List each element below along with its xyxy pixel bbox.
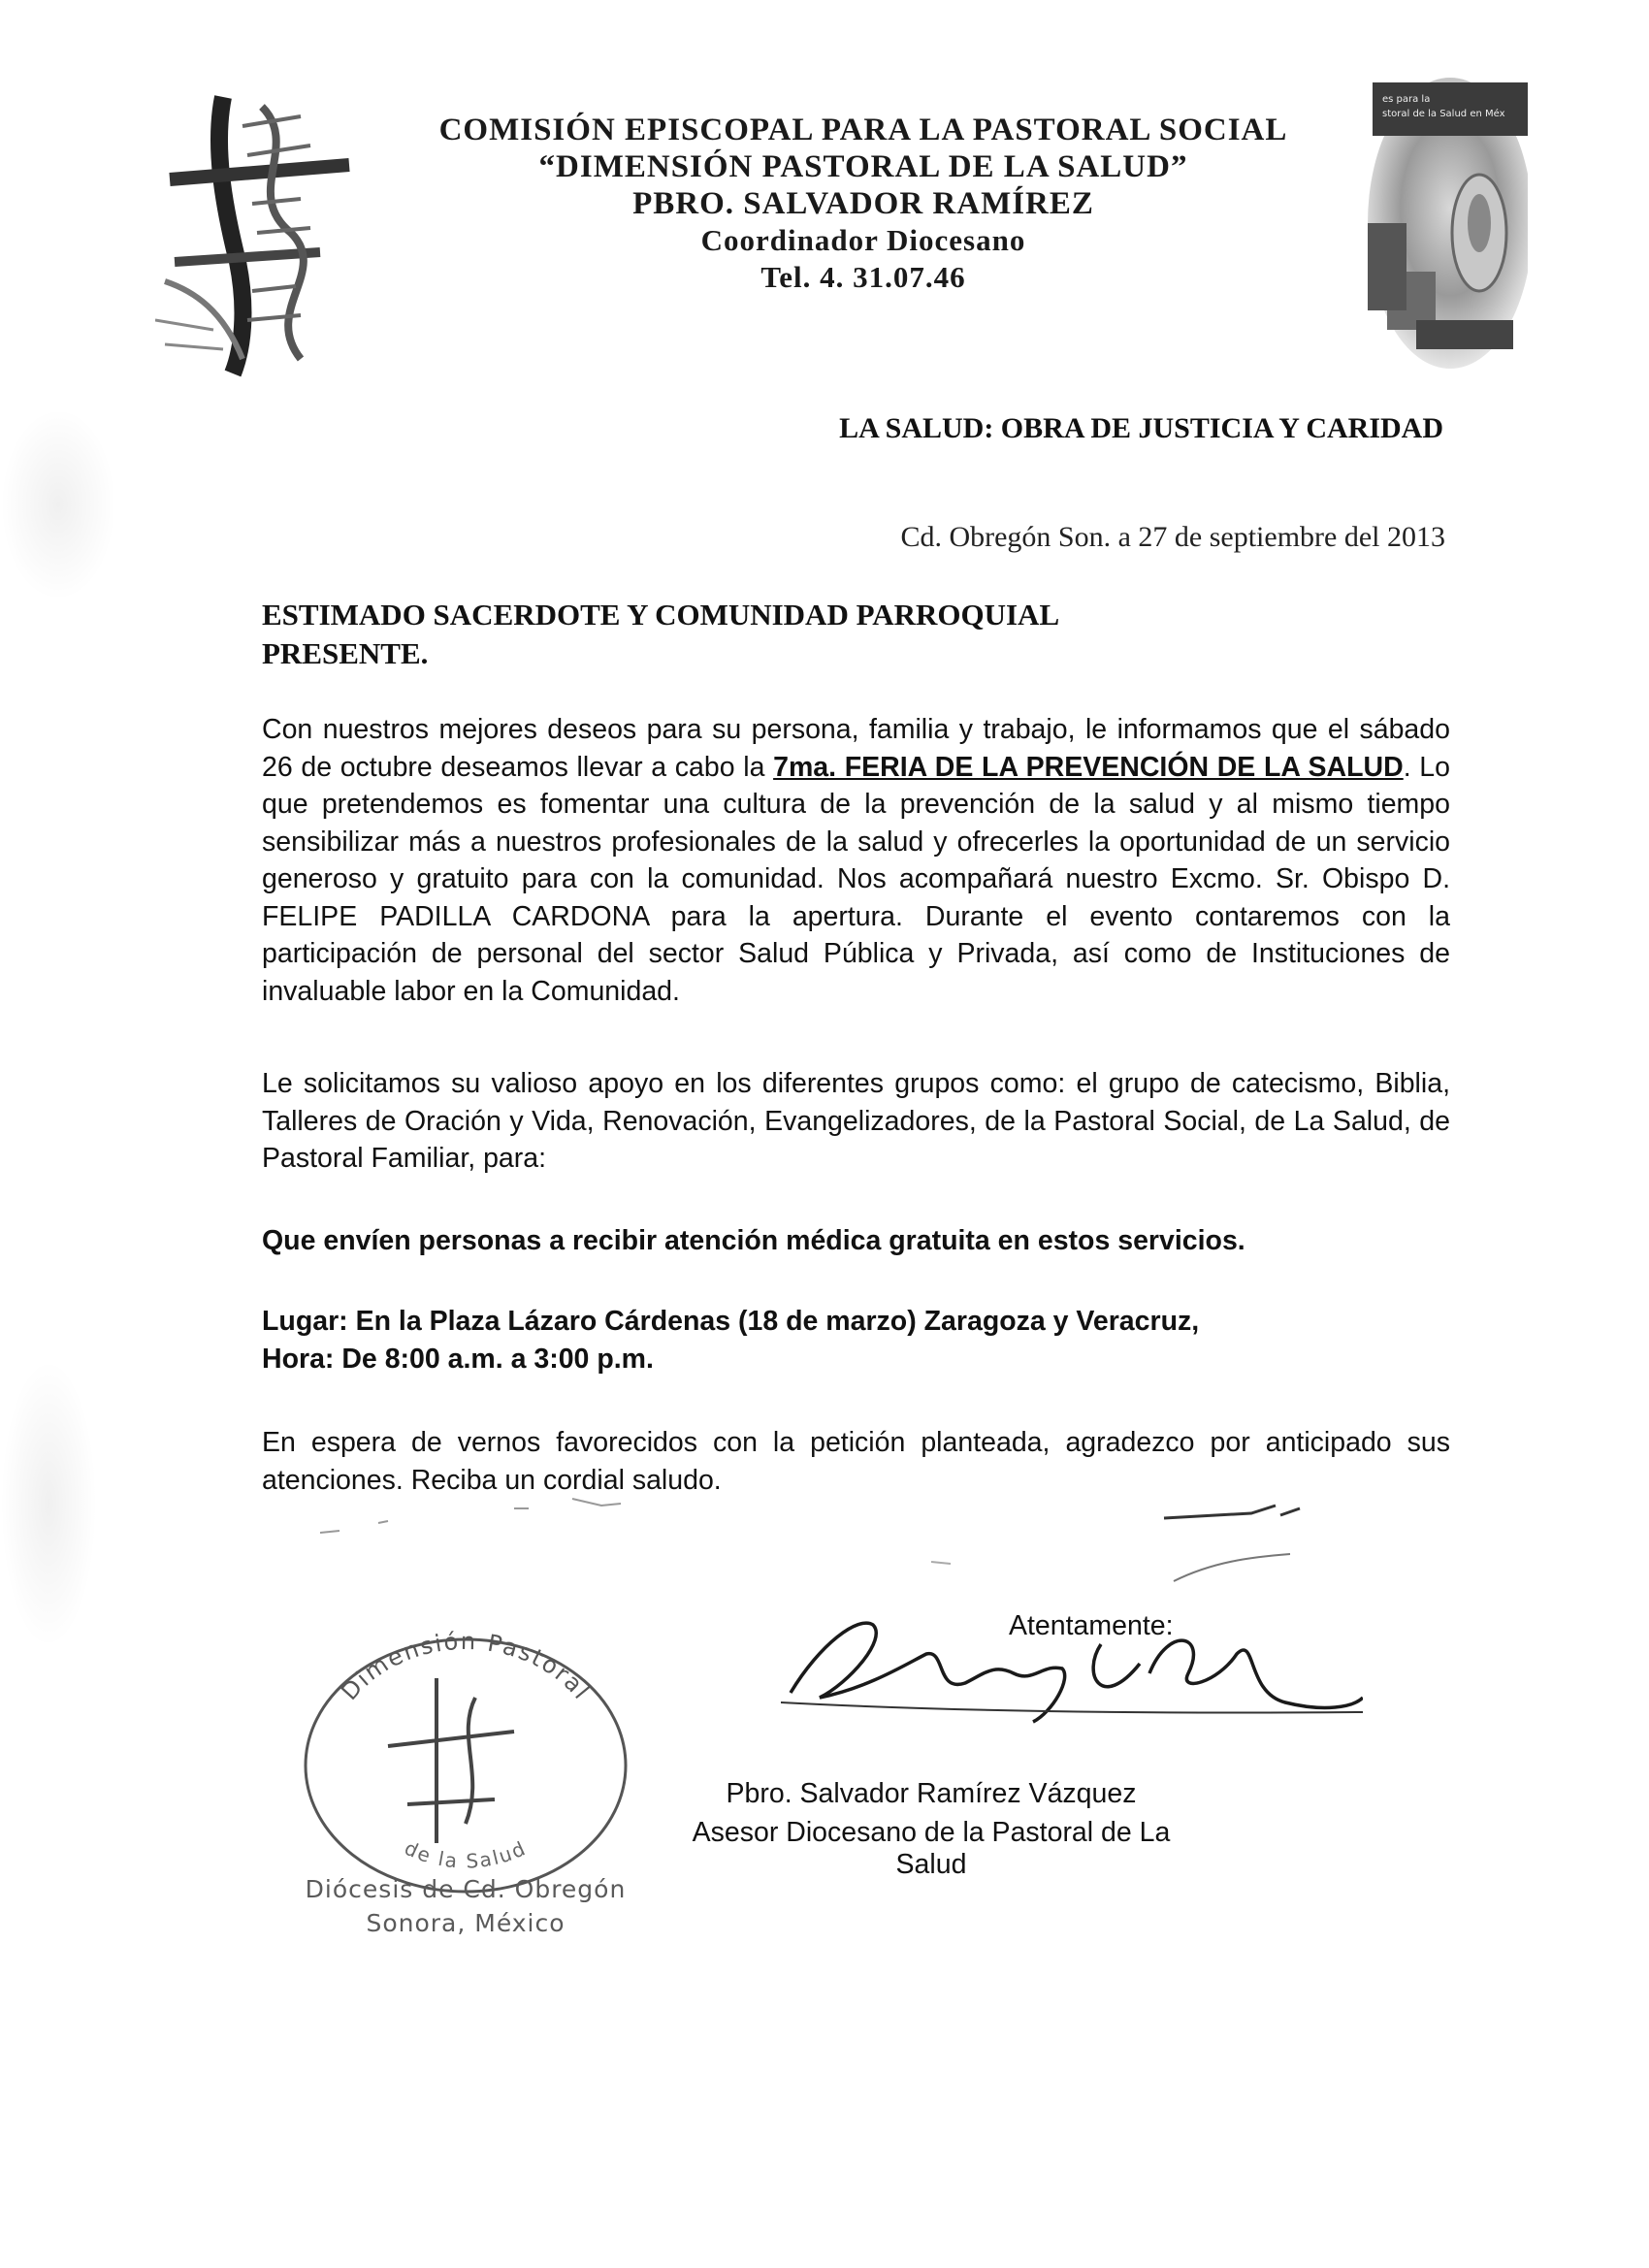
coordinator-role: Coordinador Diocesano	[700, 223, 1026, 257]
closing-salutation: Atentamente:	[1009, 1610, 1174, 1641]
paragraph-closing: En espera de vernos favorecidos con la petición planteada, agradezco por anticipado sus atenciones. Reciba un cordial saludo.	[262, 1427, 1450, 1496]
stamp-arc-top: Dimensión Pastoral	[336, 1627, 597, 1706]
diocese-stamp-seal	[291, 1620, 640, 1911]
recipient-line2: PRESENTE.	[262, 636, 429, 670]
scan-smudge	[0, 407, 116, 601]
motto: LA SALUD: OBRA DE JUSTICIA Y CARIDAD	[839, 412, 1443, 444]
dimension-name: “DIMENSIÓN PASTORAL DE LA SALUD”	[538, 149, 1188, 184]
paragraph-intro-end: . Lo que pretendemos es fomentar una cultura de la prevención de la salud y al mismo tiempo sensibilizar más a nuestros profesionales de la salud y ofrecerles la oportunidad de un servicio generoso y gratuito para con la comunidad. Nos acompañará nuestro Excmo. Sr. Obispo D. FELIPE PADILLA CARDONA para la apertura. Durante el evento contaremos con la participación de personal del sector Salud Pública y Privada, así como de Instituciones de invaluable labor en la Comunidad.	[262, 751, 1450, 1007]
commission-name: COMISIÓN EPISCOPAL PARA LA PASTORAL SOCIAL	[438, 113, 1288, 147]
signer-name: Pbro. Salvador Ramírez Vázquez	[726, 1778, 1137, 1809]
coordinator-name: PBRO. SALVADOR RAMÍREZ	[632, 186, 1094, 221]
recipient-line1: ESTIMADO SACERDOTE Y COMUNIDAD PARROQUIAL	[262, 598, 1060, 632]
svg-text:Dimensión Pastoral	[336, 1628, 596, 1705]
stamp-location: Sonora, México	[366, 1909, 566, 1937]
pastoral-cross-logo	[155, 87, 359, 378]
scan-smudge	[0, 1358, 97, 1649]
svg-text:es para la: es para la	[1382, 94, 1431, 105]
signer-title: Asesor Diocesano de la Pastoral de La Salud	[692, 1817, 1171, 1880]
paragraph-intro	[262, 711, 1450, 1010]
event-name: 7ma. FERIA DE LA PREVENCIÓN DE LA SALUD	[773, 751, 1404, 783]
paragraph-intro-start: Con nuestros mejores deseos para su persona, familia y trabajo, le informamos que el sábado 26 de octubre deseamos llevar a cabo la	[262, 714, 1450, 783]
stamp-diocese: Diócesis de Cd. Obregón	[305, 1875, 627, 1903]
date-line: Cd. Obregón Son. a 27 de septiembre del 2013	[900, 521, 1445, 553]
event-details	[262, 1303, 1450, 1377]
event-time: Hora: De 8:00 a.m. a 3:00 p.m.	[262, 1343, 654, 1375]
event-place: Lugar: En la Plaza Lázaro Cárdenas (18 de marzo) Zaragoza y Veracruz,	[262, 1306, 1200, 1337]
request-statement: Que envíen personas a recibir atención médica gratuita en estos servicios.	[262, 1225, 1245, 1256]
recipient	[262, 596, 1135, 673]
phone-number: Tel. 4. 31.07.46	[760, 260, 966, 294]
scan-marks	[320, 1494, 1339, 1610]
svg-text:de la Salud	[401, 1836, 530, 1873]
svg-text:storal de la Salud en Méx: storal de la Salud en Méx	[1382, 109, 1505, 119]
stamp-arc-bottom: de la Salud	[401, 1835, 531, 1873]
paragraph-request: Le solicitamos su valioso apoyo en los diferentes grupos como: el grupo de catecismo, Biblia, Talleres de Oración y Vida, Renovación, Evangelizadores, de la Pastoral Social, de La Salud, de Pastoral Familiar, para:	[262, 1068, 1450, 1174]
letterhead	[330, 112, 1397, 296]
